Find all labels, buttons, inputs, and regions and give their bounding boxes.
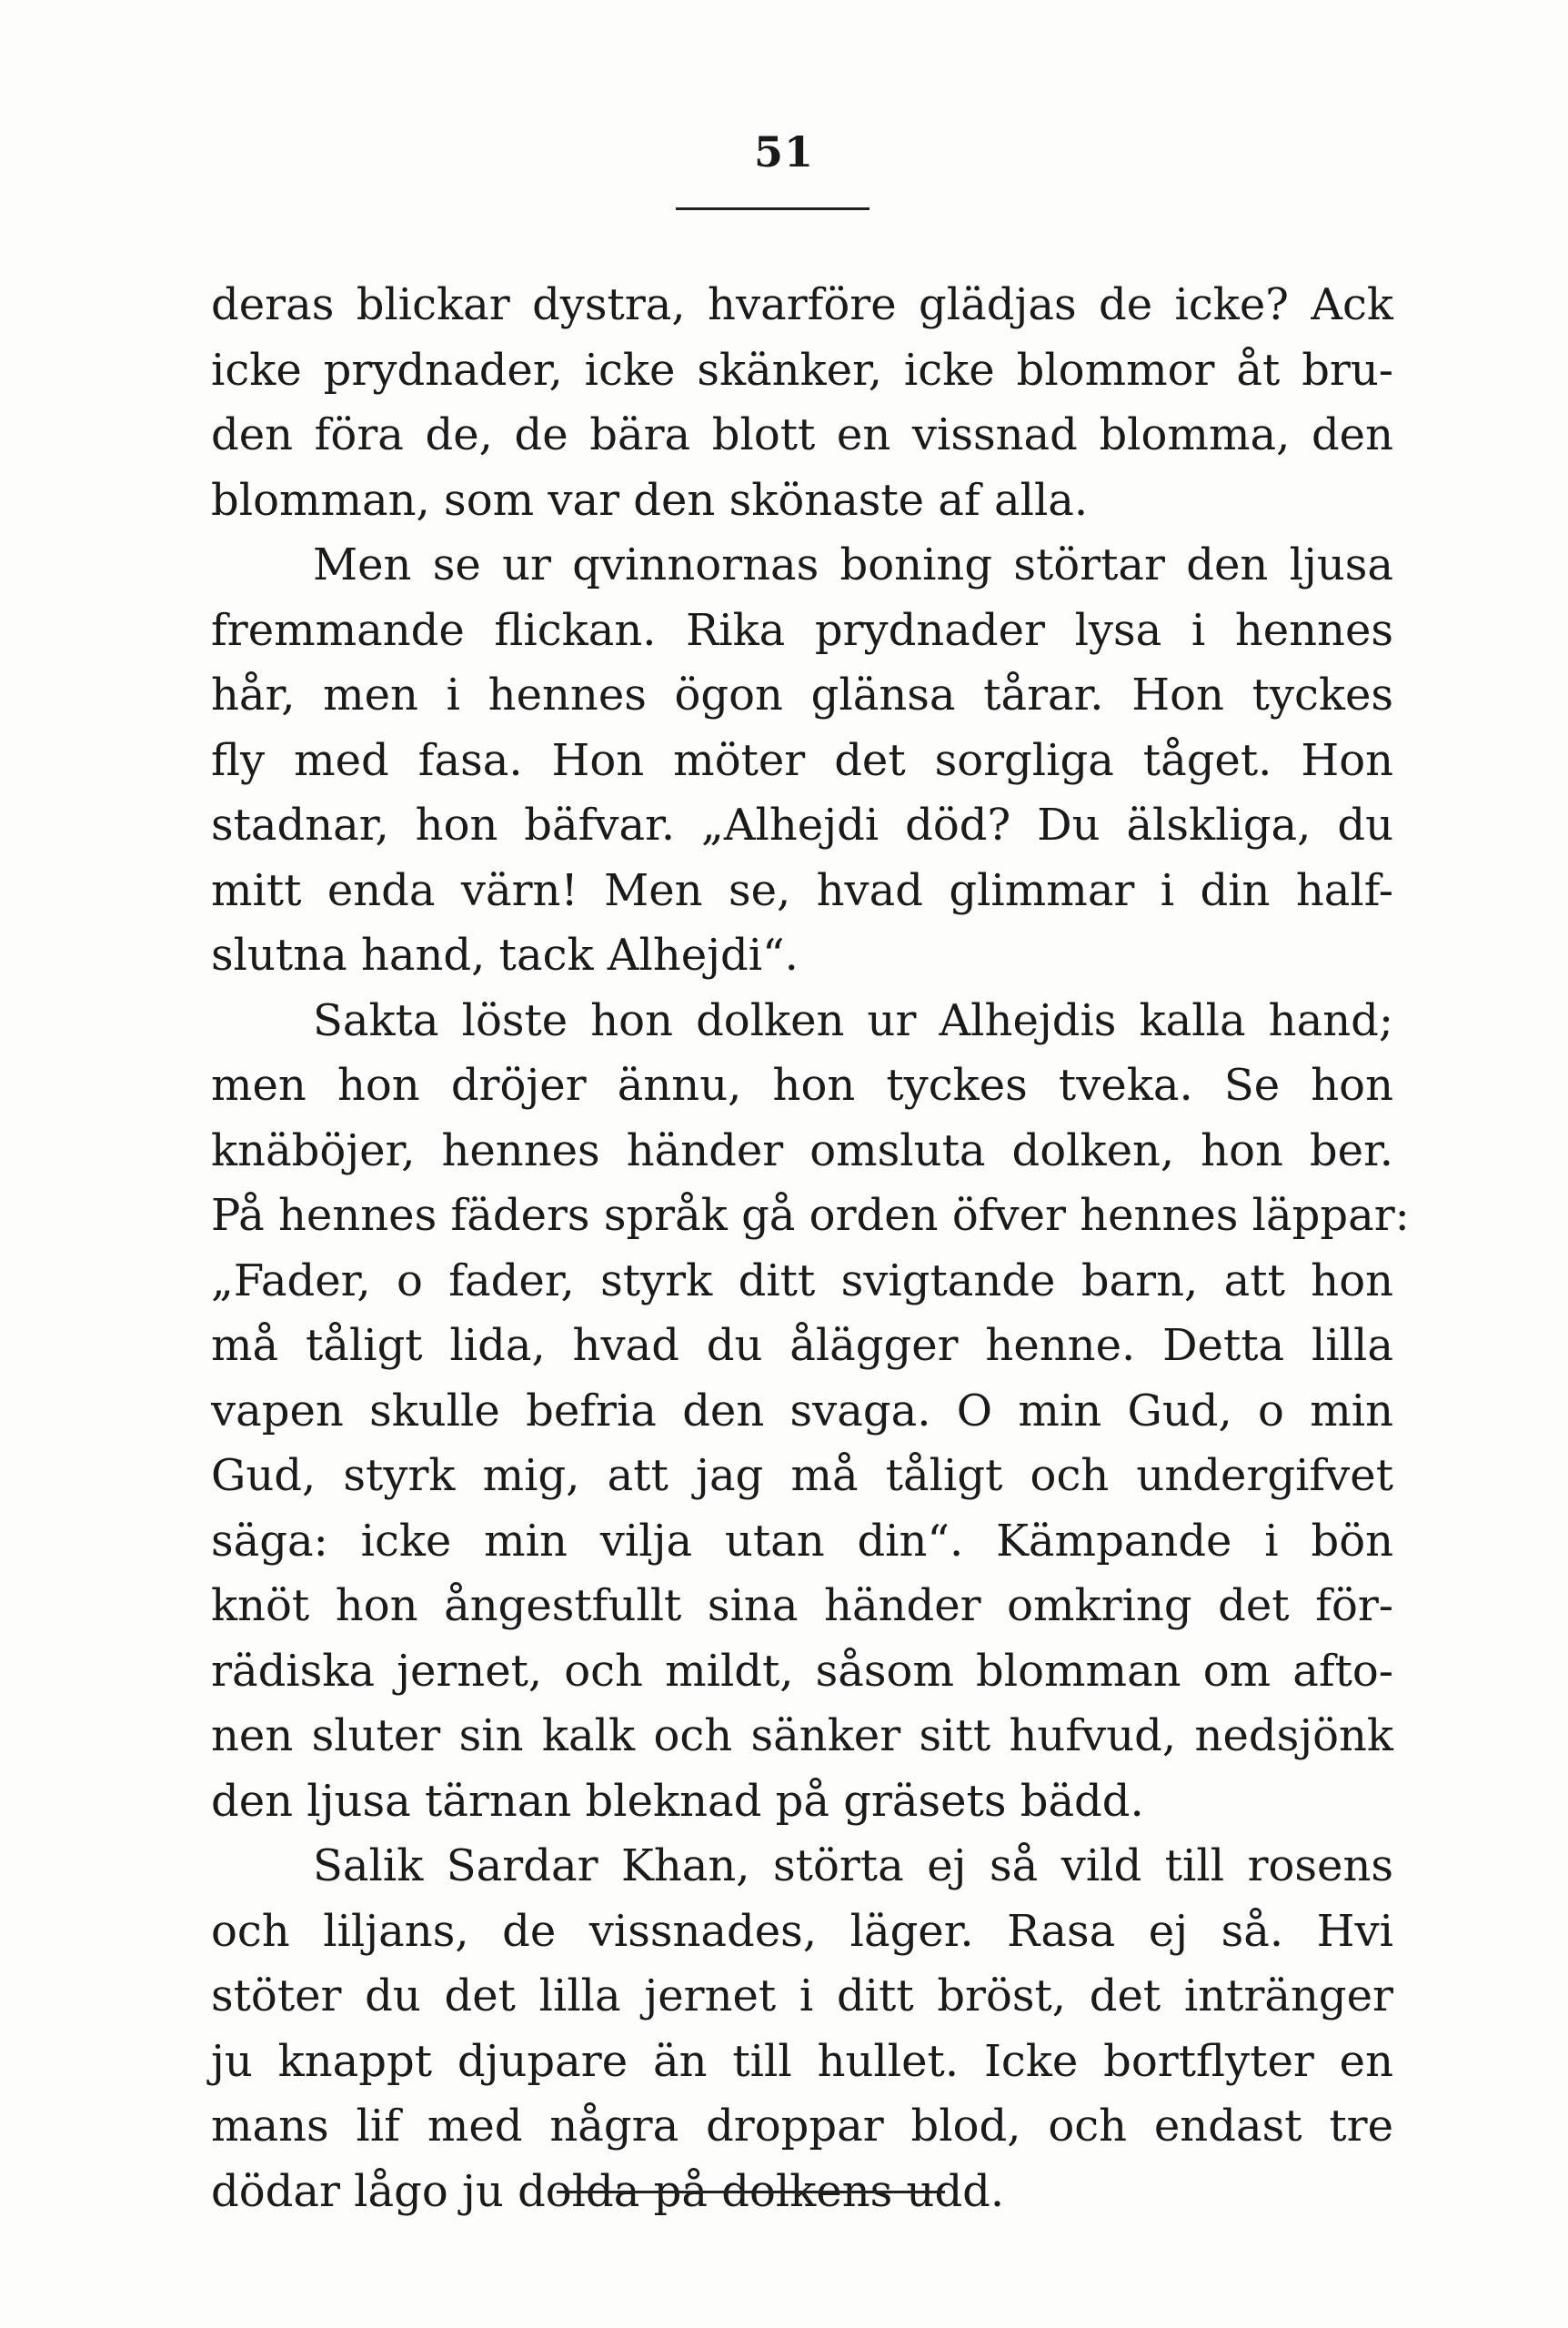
text-line: blomman, som var den skönaste af alla. [211, 474, 1089, 526]
footer-rule [557, 2191, 945, 2193]
text-line: stadnar, hon bäfvar. „Alhejdi död? Du älskliga, du [211, 800, 1393, 851]
text-line: „Fader, o fader, styrk ditt svigtande barn, att hon [211, 1255, 1393, 1306]
body-text [211, 273, 1410, 2224]
text-line: stöter du det lilla jernet i ditt bröst, det intränger [211, 1970, 1393, 2021]
text-line: knäböjer, hennes händer omsluta dolken, hon ber. [211, 1124, 1393, 1176]
text-line: mans lif med några droppar blod, och endast tre [211, 2101, 1393, 2152]
text-line: slutna hand, tack Alhejdi“. [211, 930, 799, 981]
text-line: och liljans, de vissnades, läger. Rasa ej så. Hvi [211, 1905, 1393, 1957]
text-line: vapen skulle befria den svaga. O min Gud, o min [211, 1385, 1393, 1436]
text-line: Salik Sardar Khan, störta ej så vild till rosens [313, 1840, 1393, 1891]
text-line: den ljusa tärnan bleknad på gräsets bädd. [211, 1775, 1144, 1827]
text-line: nen sluter sin kalk och sänker sitt hufvud, nedsjönk [211, 1710, 1393, 1761]
text-line: Gud, styrk mig, att jag må tåligt och undergifvet [211, 1450, 1393, 1501]
header-rule [676, 207, 869, 210]
page-number: 51 [753, 127, 814, 176]
text-line: må tåligt lida, hvad du ålägger henne. Detta lilla [211, 1320, 1393, 1371]
text-line: På hennes fäders språk gå orden öfver hennes läppar: [211, 1190, 1410, 1241]
text-line: hår, men i hennes ögon glänsa tårar. Hon tyckes [211, 670, 1393, 721]
text-line: ju knappt djupare än till hullet. Icke bortflyter en [211, 2035, 1393, 2087]
text-line: rädiska jernet, och mildt, såsom blomman om afto- [211, 1645, 1393, 1697]
text-line: men hon dröjer ännu, hon tyckes tveka. Se hon [211, 1060, 1393, 1111]
text-line: dödar lågo ju dolda på dolkens udd. [211, 2165, 1005, 2217]
text-line: mitt enda värn! Men se, hvad glimmar i din half- [211, 864, 1393, 916]
text-line: säga: icke min vilja utan din“. Kämpande i bön [211, 1515, 1393, 1567]
text-line: Sakta löste hon dolken ur Alhejdis kalla hand; [313, 994, 1393, 1046]
text-line: fly med fasa. Hon möter det sorgliga tåget. Hon [211, 734, 1393, 786]
text-line: Men se ur qvinnornas boning störtar den ljusa [313, 539, 1393, 590]
text-line: deras blickar dystra, hvarföre glädjas de icke? Ack [211, 279, 1393, 330]
text-line: knöt hon ångestfullt sina händer omkring det för- [211, 1580, 1393, 1631]
text-line: den föra de, de bära blott en vissnad blomma, den [211, 409, 1393, 460]
text-line: icke prydnader, icke skänker, icke blommor åt bru- [211, 344, 1393, 396]
text-line: fremmande flickan. Rika prydnader lysa i hennes [211, 604, 1393, 656]
